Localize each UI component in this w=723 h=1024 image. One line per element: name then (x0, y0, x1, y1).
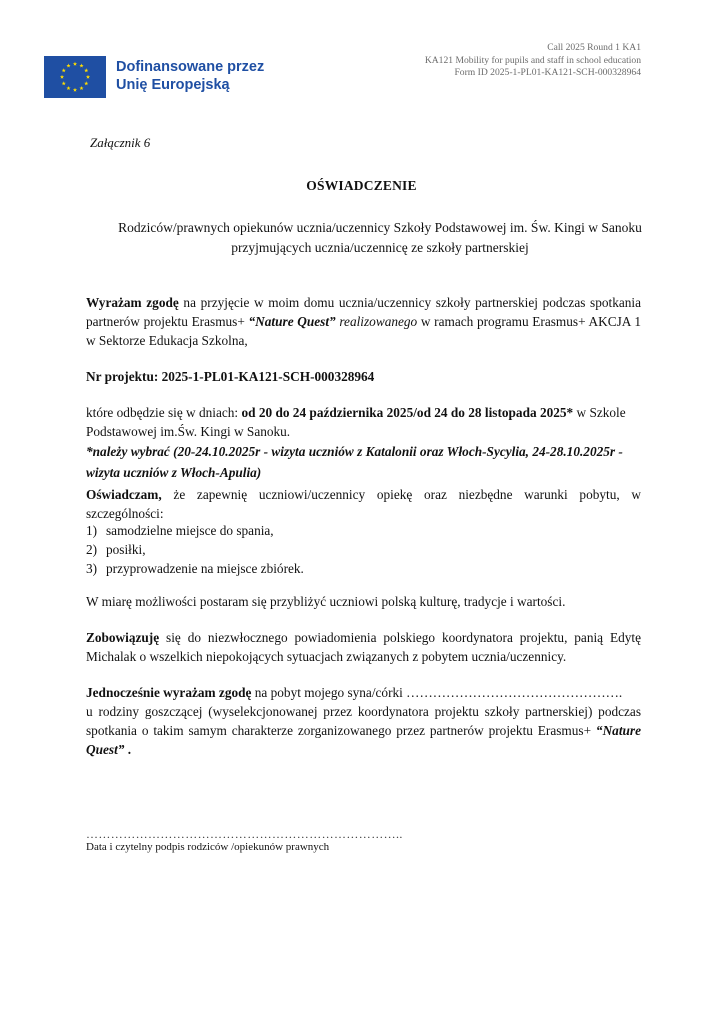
list-item-text: przyprowadzenie na miejsce zbiórek. (106, 561, 304, 576)
subtitle-line-2: przyjmujących ucznia/uczennicę ze szkoły partnerskiej (231, 240, 529, 255)
reciprocal-rest (86, 702, 641, 759)
list-item-text: samodzielne miejsce do spania, (106, 523, 274, 538)
header-form-id-line: Form ID 2025-1-PL01-KA121-SCH-000328964 (454, 67, 641, 78)
list-item-number: 3) (86, 561, 98, 576)
list-item-text: posiłki, (106, 542, 146, 557)
reciprocal-text-2: u rodziny goszczącej (wyselekcjonowanej przez koordynatora projektu szkoły partnerskiej) podczas spotkania o takim samym charakterze zorganizowanego przez partnerów projektu Erasmus+ (86, 704, 641, 738)
eu-logo (44, 56, 265, 98)
dates-note (86, 441, 641, 483)
project-name: “Nature Quest” (248, 314, 336, 329)
header-call-info (425, 42, 641, 80)
eu-flag-icon (44, 56, 106, 98)
obligation-paragraph (86, 628, 641, 666)
list-item (86, 540, 641, 559)
signature-line: ………………………………………………………………….. (86, 827, 403, 841)
reciprocal-end: . (124, 742, 132, 757)
consent-italic: realizowanego (335, 314, 418, 329)
culture-paragraph: W miarę możliwości postaram się przybliżyć uczniowi polską kulturę, tradycje i wartości. (86, 594, 566, 609)
reciprocal-consent-paragraph (86, 683, 641, 759)
consent-paragraph (86, 293, 641, 350)
declaration-bold: Oświadczam, (86, 487, 162, 502)
subtitle-line-1: Rodziców/prawnych opiekunów ucznia/uczennicy Szkoły Podstawowej im. Św. Kingi w Sanoku (118, 220, 642, 235)
obligation-text: się do niezwłocznego powiadomienia polskiego koordynatora projektu, panią Edytę Michalak o wszelkich niepokojących sytuacjach związanych z pobytem ucznia/uczennicy. (86, 630, 641, 664)
document-subtitle (60, 218, 700, 258)
annex-label: Załącznik 6 (90, 135, 151, 150)
header-program-line: KA121 Mobility for pupils and staff in school education (424, 54, 641, 66)
list-item (86, 521, 641, 540)
list-item-number: 2) (86, 542, 98, 557)
consent-text-1: na przyjęcie w moim domu ucznia/uczennicy szkoły partnerskiej podczas spotkania partnerów projektu Erasmus+ (86, 295, 642, 329)
declaration-text: że zapewnię uczniowi/uczennicy opiekę oraz niezbędne warunki pobytu, w szczególności: (86, 487, 641, 521)
project-number: Nr projektu: 2025-1-PL01-KA121-SCH-000328964 (86, 369, 375, 384)
dates-text-2: w Szkole Podstawowej im.Św. Kingi w Sanoku. (86, 405, 626, 439)
dates-note-italic: (20-24.10.2025r - wizyta uczniów z Katalonii oraz Włoch-Sycylia, 24-28.10.2025r - wizyta uczniów z Włoch-Apulia) (86, 444, 623, 480)
declaration-paragraph (86, 485, 641, 523)
document-title: OŚWIADCZENIE (306, 178, 417, 193)
reciprocal-project-name: “Nature Quest” (86, 723, 641, 757)
dates-paragraph (86, 403, 641, 441)
logo-line-2: Unię Europejską (116, 77, 230, 93)
list-item (86, 559, 641, 578)
dates-text-1: które odbędzie się w dniach: (86, 405, 242, 420)
dates-bold: od 20 do 24 października 2025/od 24 do 28 listopada 2025* (241, 405, 574, 420)
signature-label: Data i czytelny podpis rodziców /opiekunów prawnych (86, 841, 330, 853)
conditions-list (86, 521, 641, 578)
dates-note-bold: *należy wybrać (86, 444, 170, 459)
logo-text (116, 58, 264, 94)
reciprocal-first-line (86, 683, 641, 702)
reciprocal-text-1: na pobyt mojego syna/córki …………………………………………. (251, 685, 623, 700)
obligation-bold: Zobowiązuję (86, 630, 160, 645)
list-item-number: 1) (86, 523, 98, 538)
consent-text-2: w ramach programu Erasmus+ AKCJA 1 w Sektorze Edukacja Szkolna, (86, 314, 641, 348)
header-call-line: Call 2025 Round 1 KA1 (547, 42, 641, 53)
consent-bold: Wyrażam zgodę (86, 295, 179, 310)
reciprocal-bold: Jednocześnie wyrażam zgodę (86, 685, 252, 700)
logo-line-1: Dofinansowane przez (116, 59, 265, 75)
